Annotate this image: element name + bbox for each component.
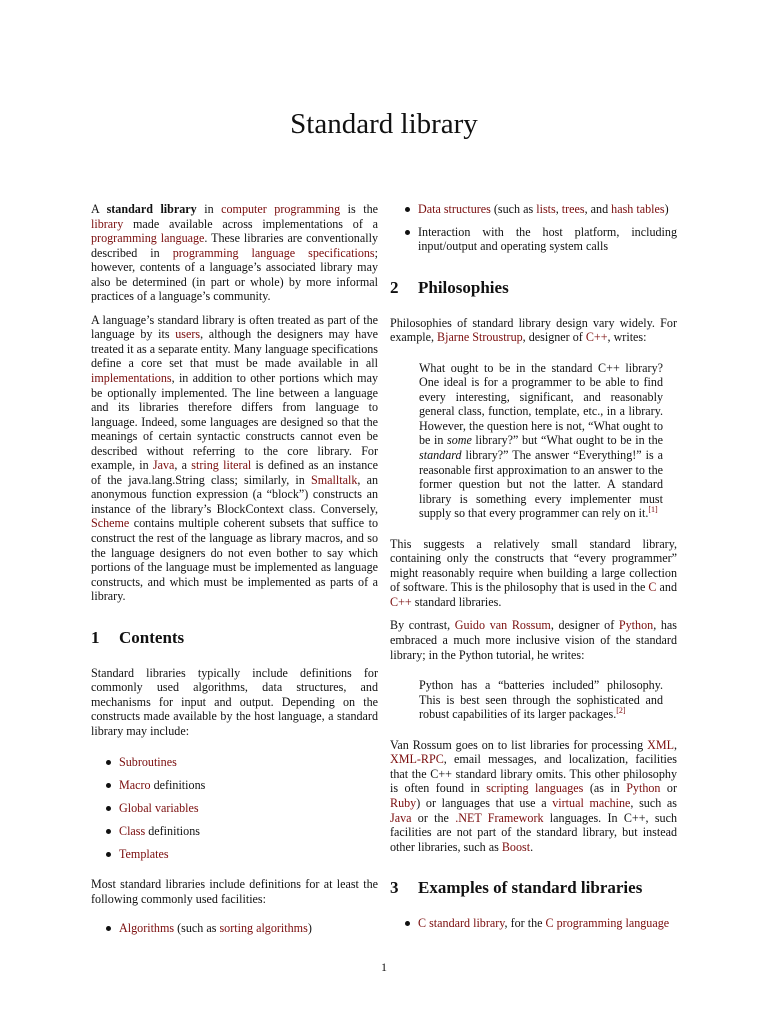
link-guido-van-rossum[interactable]: Guido van Rossum [454, 618, 551, 633]
link-cpp[interactable]: C++ [585, 330, 608, 345]
citation-link-2[interactable]: [2] [616, 706, 626, 716]
link-lists[interactable]: lists [536, 202, 556, 216]
link-c[interactable]: C [648, 580, 657, 595]
link-xml[interactable]: XML [647, 737, 674, 752]
link-dotnet-framework[interactable]: .NET Framework [455, 810, 544, 825]
van-rossum-quote: Python has a “batteries included” philosophy. This is best seen through the sophisticated and robust capabilities of its larger packages.[2] [419, 678, 663, 722]
link-data-structures[interactable]: Data structures [418, 202, 491, 216]
list-item [91, 801, 378, 816]
link-users[interactable]: users [175, 327, 201, 342]
link-hash-tables[interactable]: hash tables [611, 202, 665, 216]
link-java-2[interactable]: Java [390, 810, 412, 825]
link-c-standard-library[interactable]: C standard library [418, 916, 505, 931]
list-item [91, 755, 378, 770]
list-item: C standard library, for the C programming language [390, 916, 677, 931]
link-scripting-languages[interactable]: scripting languages [486, 781, 584, 796]
section-heading-examples: 3 Examples of standard libraries [390, 878, 643, 898]
list-item: Algorithms (such as sorting algorithms) [91, 921, 378, 936]
link-scheme[interactable]: Scheme [91, 516, 130, 531]
link-smalltalk[interactable]: Smalltalk [311, 472, 358, 487]
link-subroutines[interactable]: Subroutines [119, 754, 177, 769]
link-python[interactable]: Python [618, 618, 654, 633]
link-programming-language[interactable]: programming language [91, 231, 205, 246]
link-xml-rpc[interactable]: XML-RPC [390, 752, 444, 767]
philosophies-paragraph-2: This suggests a relatively small standard library, containing only the constructs that “every programmer” might reasonably require when building a large collection of software. This is the philosophy that is used in the C and C++ standard libraries. [390, 536, 677, 609]
right-column [390, 202, 677, 931]
link-class[interactable]: Class [119, 823, 146, 838]
intro-paragraph-1: A standard library in computer programming is the library made available across implementations of a programming language. These libraries are conventionally described in programming language specifications; however, contents of a language’s associated library may also be determined (in part or whole) by more informal practices of a language’s community. [91, 202, 378, 304]
link-global-variables[interactable]: Global variables [119, 800, 199, 815]
term-standard-library: standard library [106, 202, 197, 216]
link-ruby[interactable]: Ruby [390, 795, 417, 810]
list-item: Data structures (such as lists, trees, and hash tables) [390, 202, 677, 217]
link-templates[interactable]: Templates [119, 846, 169, 861]
page-title: Standard library [290, 108, 478, 140]
list-item: Class definitions [91, 824, 378, 839]
link-c-programming-language[interactable]: C programming language [545, 916, 670, 931]
section-number: 3 [390, 878, 399, 898]
link-macro[interactable]: Macro [119, 777, 151, 792]
list-item [91, 847, 378, 862]
link-bjarne-stroustrup[interactable]: Bjarne Stroustrup [437, 330, 523, 345]
examples-list [390, 916, 677, 931]
intro-paragraph-2: A language’s standard library is often treated as part of the language by its users, although the designers may have treated it as a separate entity. Many language specifications define a core set that must be made available in all implementations, in addition to other portions which may be optionally implemented. The line between a language and its libraries therefore differs from language to language. Indeed, some languages are designed so that the meanings of certain syntactic constructs cannot even be described without referring to the core library. For example, in Java, a string literal is defined as an instance of the java.lang.String class; similarly, in Smalltalk, an anonymous function expression (a “block”) constructs an instance of the library’s BlockContext class. Conversely, Scheme contains multiple coherent subsets that suffice to construct the rest of the language as library macros, and so the language designers do not even bother to say which portions of the language must be implemented as language constructs, and which must be implemented as parts of a library. [91, 312, 378, 604]
contents-paragraph-2: Most standard libraries include definitions for at least the following commonly used facilities: [91, 877, 378, 906]
section-heading-contents: 1 Contents [91, 627, 185, 647]
link-library[interactable]: library [91, 216, 124, 231]
facilities-list [91, 921, 378, 936]
link-computer-programming[interactable]: computer programming [221, 202, 341, 216]
link-cpp-2[interactable]: C++ [390, 594, 412, 609]
philosophies-paragraph-3: By contrast, Guido van Rossum, designer of Python, has embraced a much more inclusive vision of the standard library; in the Python tutorial, he writes: [390, 618, 678, 662]
list-item: Interaction with the host platform, including input/output and operating system calls [390, 225, 677, 254]
link-string-literal[interactable]: string literal [191, 458, 252, 473]
philosophies-paragraph-4: Van Rossum goes on to list libraries for processing XML, XML-RPC, email messages, and localization, facilities that the C++ standard library omits. This other philosophy is often found in scripting languages (as in Python or Ruby) or languages that use a virtual machine, such as Java or the .NET Framework languages. In C++, such facilities are not part of the standard library, but instead other libraries, such as Boost. [390, 737, 677, 854]
list-item: Macro definitions [91, 778, 378, 793]
section-number: 1 [91, 627, 100, 647]
link-java[interactable]: Java [152, 458, 175, 473]
left-column [91, 202, 378, 936]
link-python-2[interactable]: Python [626, 781, 661, 796]
link-implementations[interactable]: implementations [91, 371, 172, 386]
section-heading-philosophies: 2 Philosophies [390, 277, 509, 297]
philosophies-paragraph-1: Philosophies of standard library design vary widely. For example, Bjarne Stroustrup, designer of C++, writes: [390, 315, 677, 345]
link-virtual-machine[interactable]: virtual machine [552, 795, 631, 810]
citation-link-1[interactable]: [1] [648, 505, 658, 515]
link-sorting-algorithms[interactable]: sorting algorithms [219, 921, 308, 936]
library-contents-list [91, 755, 378, 862]
contents-paragraph-1: Standard libraries typically include definitions for commonly used algorithms, data structures, and mechanisms for input and output. Depending on the constructs made available by the host language, a standard library may include: [91, 665, 378, 738]
link-boost[interactable]: Boost [501, 839, 531, 854]
link-algorithms[interactable]: Algorithms [119, 921, 175, 936]
stroustrup-quote: What ought to be in the standard C++ library? One ideal is for a programmer to be able to find every interesting, significant, and reasonably general class, function, template, etc., in a library. However, the question here is not, “What ought to be in some library?” but “What ought to be in the standard library?” The answer “Everything!” is a reasonable first approximation to an answer to the former question but not the latter. A standard library is something every implementer must supply so that every programmer can rely on it.[1] [419, 360, 663, 521]
link-programming-language-specifications[interactable]: programming language specifications [172, 245, 375, 260]
page-number: 1 [381, 960, 387, 974]
section-number: 2 [390, 277, 399, 297]
link-trees[interactable]: trees [561, 202, 585, 216]
facilities-list-continued [390, 202, 677, 254]
